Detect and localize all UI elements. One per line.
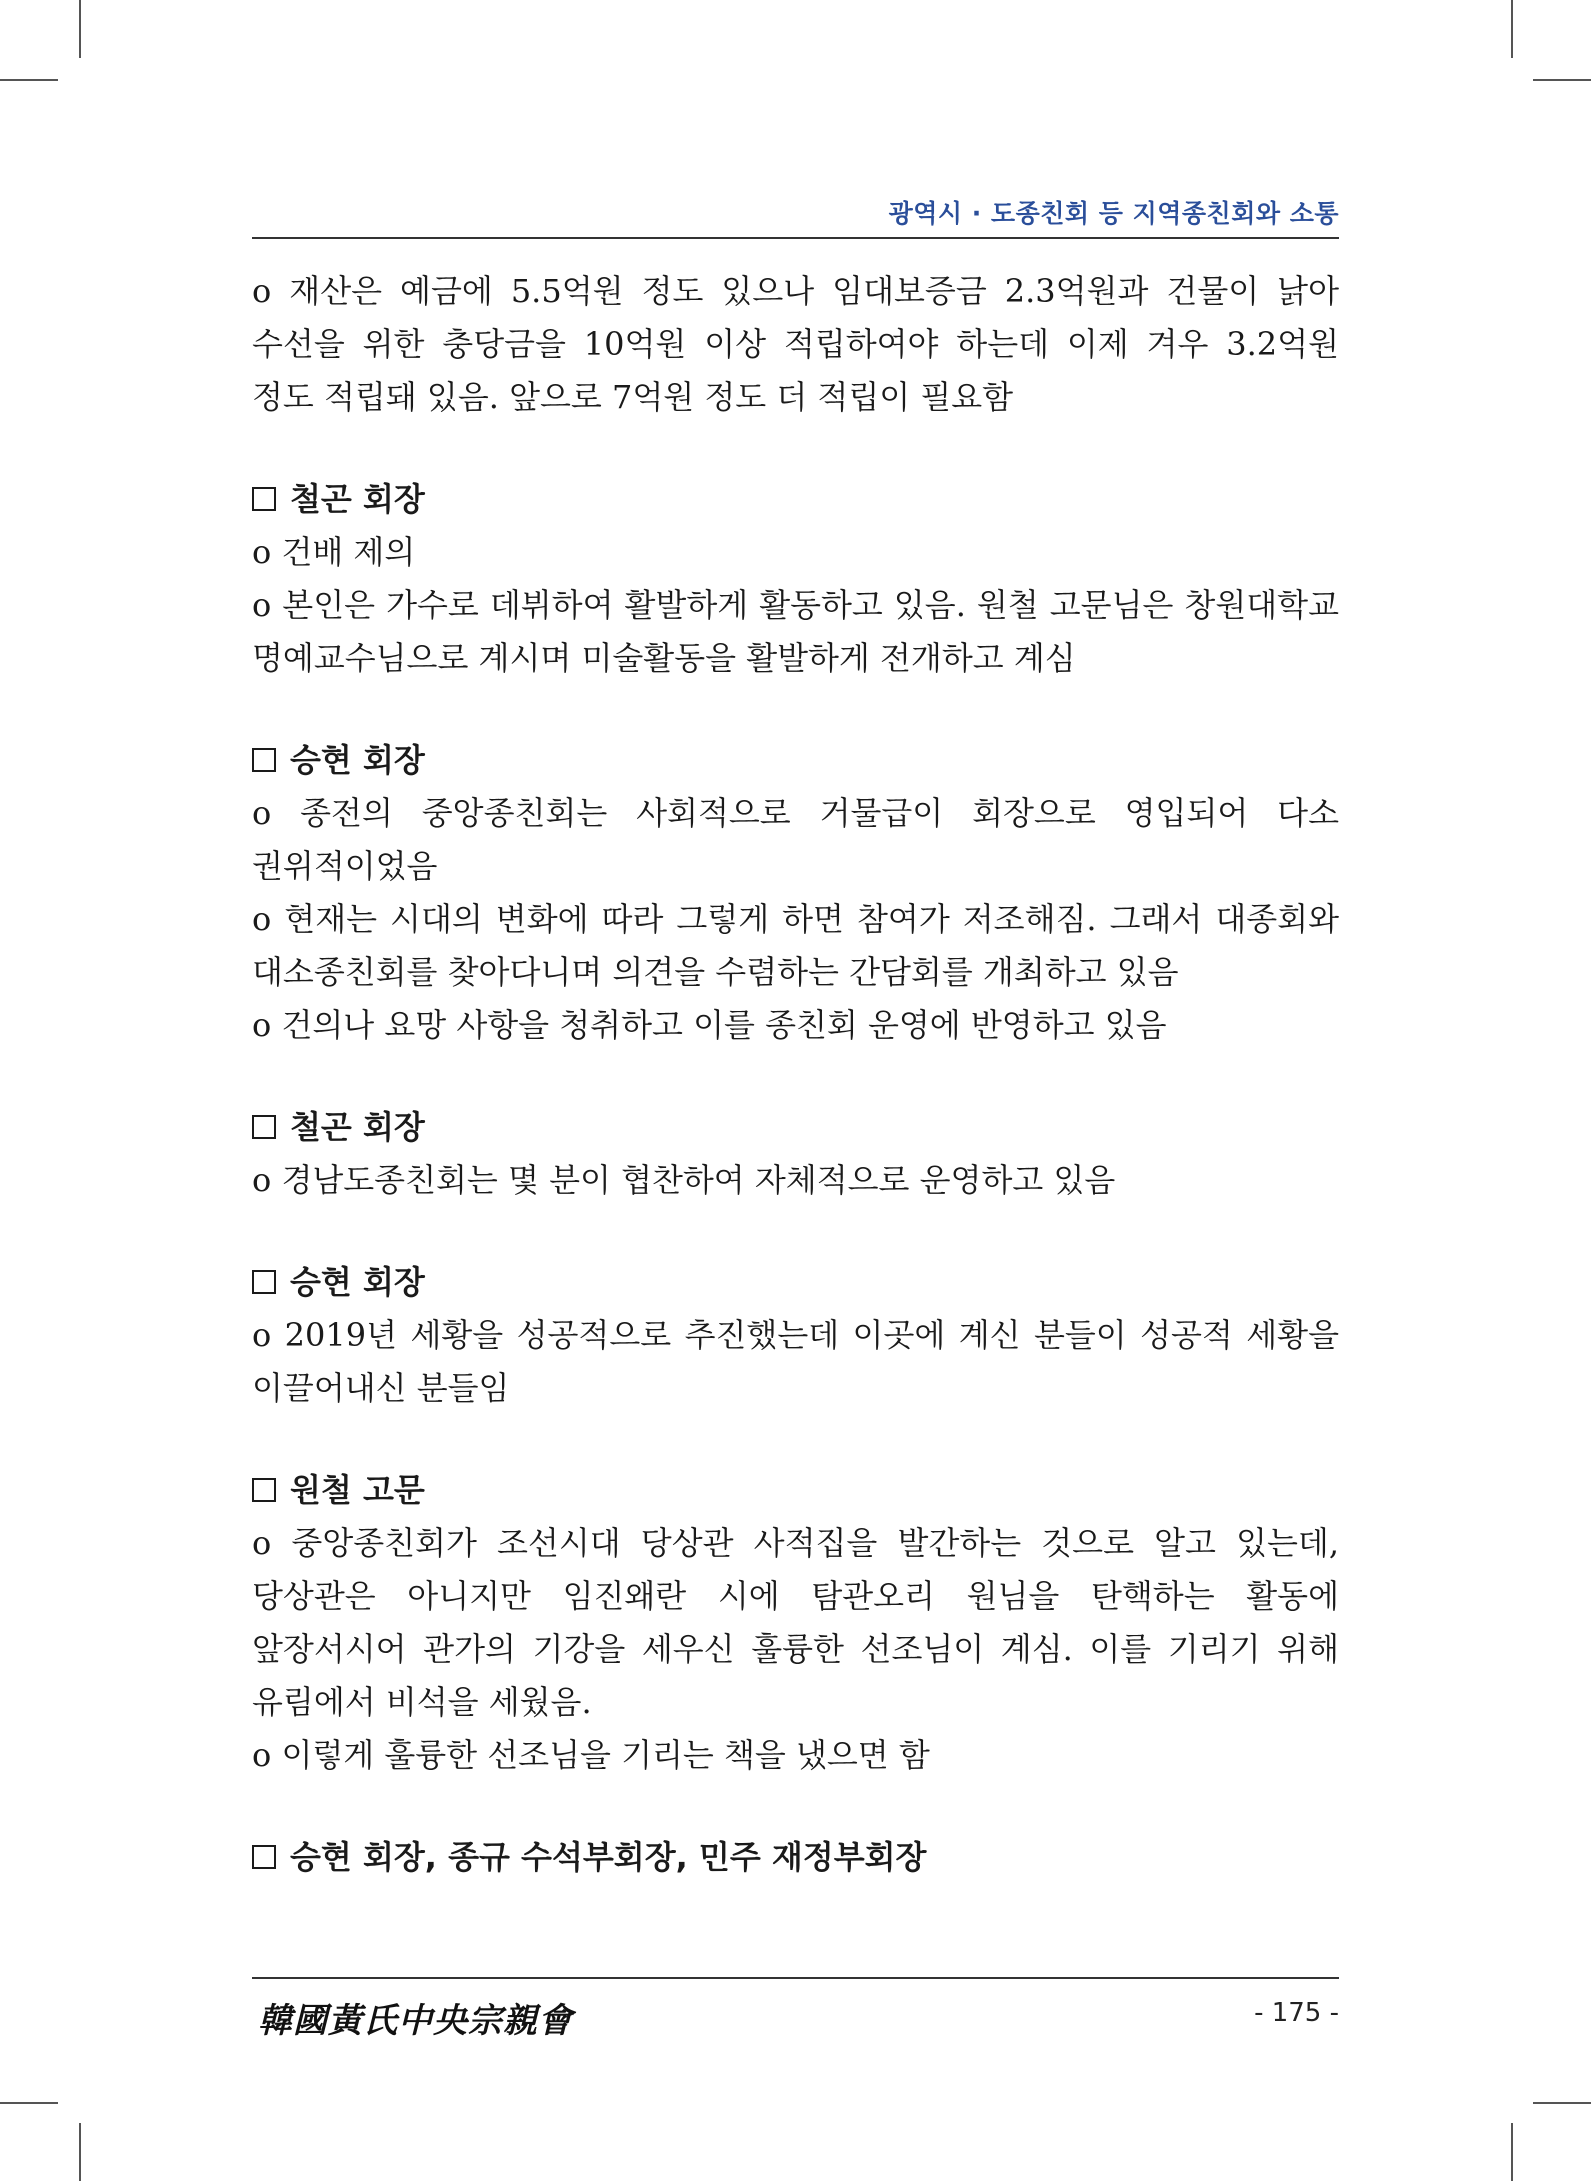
speaker-section — [252, 1255, 1339, 1415]
paragraph: o 이렇게 훌륭한 선조님을 기리는 책을 냈으면 함 — [252, 1736, 930, 1774]
speaker-heading — [252, 472, 1339, 526]
speaker-name: 철곤 회장 — [290, 480, 425, 518]
checkbox-icon — [252, 1478, 276, 1502]
paragraph: o 2019년 세황을 성공적으로 추진했는데 이곳에 계신 분들이 성공적 세황을 이끌어내신 분들임 — [252, 1316, 1339, 1407]
header-divider — [252, 237, 1339, 239]
speaker-section — [252, 1463, 1339, 1782]
speaker-section — [252, 733, 1339, 1052]
speaker-heading — [252, 1830, 1339, 1884]
page-number: - 175 - — [1254, 1998, 1339, 2028]
speaker-name: 철곤 회장 — [290, 1108, 425, 1146]
checkbox-icon — [252, 748, 276, 772]
speaker-section — [252, 1830, 1339, 1884]
speaker-heading — [252, 1255, 1339, 1309]
footer-brand: 韓國黃氏中央宗親會 — [258, 2001, 573, 2041]
checkbox-icon — [252, 1115, 276, 1139]
speaker-name: 원철 고문 — [290, 1471, 425, 1509]
speaker-name: 승현 회장, 종규 수석부회장, 민주 재정부회장 — [290, 1838, 927, 1876]
checkbox-icon — [252, 1845, 276, 1869]
crop-mark — [79, 0, 81, 58]
sections — [252, 472, 1339, 1884]
crop-mark — [1511, 2123, 1513, 2181]
footer-divider — [252, 1977, 1339, 1979]
paragraph: o 본인은 가수로 데뷔하여 활발하게 활동하고 있음. 원철 고문님은 창원대학교 명예교수님으로 계시며 미술활동을 활발하게 전개하고 계심 — [252, 586, 1339, 677]
speaker-section — [252, 1100, 1339, 1207]
intro-block — [252, 265, 1339, 424]
crop-mark — [79, 2123, 81, 2181]
speaker-heading — [252, 733, 1339, 787]
checkbox-icon — [252, 1270, 276, 1294]
speaker-heading — [252, 1463, 1339, 1517]
paragraph: o 건배 제의 — [252, 533, 416, 571]
paragraph: o 건의나 요망 사항을 청취하고 이를 종친회 운영에 반영하고 있음 — [252, 1006, 1167, 1044]
paragraph: o 종전의 중앙종친회는 사회적으로 거물급이 회장으로 영입되어 다소 권위적이었음 — [252, 794, 1339, 885]
speaker-name: 승현 회장 — [290, 741, 425, 779]
page-body — [252, 265, 1339, 1884]
crop-mark — [1511, 0, 1513, 58]
running-header: 광역시 · 도종친회 등 지역종친회와 소통 — [888, 199, 1339, 228]
crop-mark — [1533, 79, 1591, 81]
speaker-heading — [252, 1100, 1339, 1154]
paragraph: o 경남도종친회는 몇 분이 협찬하여 자체적으로 운영하고 있음 — [252, 1161, 1116, 1199]
crop-mark — [1533, 2102, 1591, 2104]
checkbox-icon — [252, 487, 276, 511]
paragraph: o 현재는 시대의 변화에 따라 그렇게 하면 참여가 저조해짐. 그래서 대종회와 대소종친회를 찾아다니며 의견을 수렴하는 간담회를 개최하고 있음 — [252, 900, 1339, 991]
paragraph: o 재산은 예금에 5.5억원 정도 있으나 임대보증금 2.3억원과 건물이 낡아 수선을 위한 충당금을 10억원 이상 적립하여야 하는데 이제 겨우 3.2억원 정도 적립돼 있음. 앞으로 7억원 정도 더 적립이 필요함 — [252, 272, 1339, 416]
crop-mark — [0, 79, 58, 81]
speaker-name: 승현 회장 — [290, 1263, 425, 1301]
crop-mark — [0, 2102, 58, 2104]
paragraph: o 중앙종친회가 조선시대 당상관 사적집을 발간하는 것으로 알고 있는데, 당상관은 아니지만 임진왜란 시에 탐관오리 원님을 탄핵하는 활동에 앞장서시어 관가의 기강을 세우신 훌륭한 선조님이 계심. 이를 기리기 위해 유림에서 비석을 세웠음. — [252, 1524, 1339, 1721]
speaker-section — [252, 472, 1339, 685]
